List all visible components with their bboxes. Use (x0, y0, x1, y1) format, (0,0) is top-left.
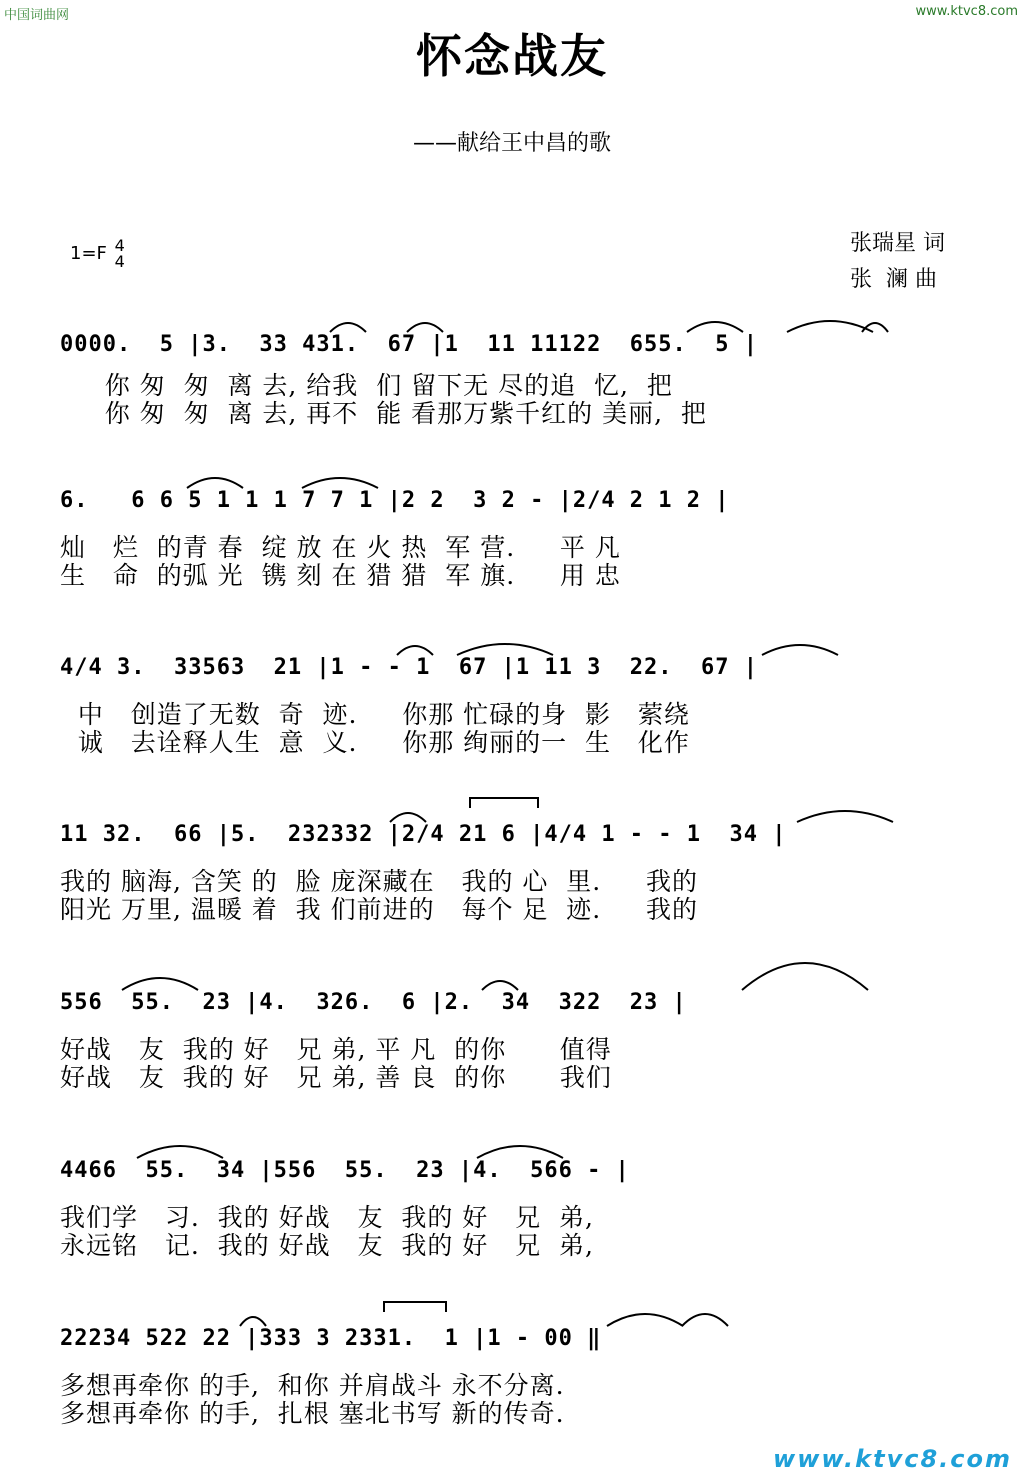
notation-line: 6. 6 6 5 1 1 1 7 7 1 |2 2 3 2 - |2/4 2 1 2 | (60, 488, 730, 513)
time-top: 4 (114, 236, 125, 255)
staff-1 (60, 332, 990, 432)
lyrics-verse-1: 好战 友 我的 好 兄 弟, 平 凡 的你 值得 (60, 1035, 612, 1064)
credits (850, 226, 945, 298)
triplet-bracket (468, 796, 540, 810)
lyrics-verse-1: 灿 烂 的青 春 绽 放 在 火 热 军 营. 平 凡 (60, 533, 621, 562)
lyrics-verse-2: 好战 友 我的 好 兄 弟, 善 良 的你 我们 (60, 1063, 612, 1092)
notation-line: 4466 55. 34 |556 55. 23 |4. 566 - | (60, 1158, 630, 1183)
slur (605, 1308, 685, 1328)
notation-line: 22234 522 22 |333 3 2331. 1 |1 - 00 ‖ (60, 1326, 602, 1351)
lyrics-verse-2: 永远铭 记. 我的 好战 友 我的 好 兄 弟, (60, 1231, 594, 1260)
song-title: 怀念战友 (416, 29, 608, 83)
time-signature (115, 238, 125, 270)
notation-line: 0000. 5 |3. 33 431. 67 |1 11 11122 655. 5 | (60, 332, 759, 357)
slur (680, 1308, 730, 1328)
composer: 张 澜 曲 (850, 267, 937, 292)
lyrics-verse-1: 我的 脑海, 含笑 的 脸 庞深藏在 我的 心 里. 我的 (60, 867, 698, 896)
key-label: 1=F (70, 243, 107, 264)
watermark-url: www.ktvc8.com (773, 1445, 1012, 1473)
notation-line: 4/4 3. 33563 21 |1 - - 1 67 |1 11 3 22. 67 | (60, 655, 759, 680)
lyrics-verse-2: 生 命 的弧 光 镌 刻 在 猎 猎 军 旗. 用 忠 (60, 561, 621, 590)
lyrics-verse-1: 多想再牵你 的手, 和你 并肩战斗 永不分离. (60, 1371, 565, 1400)
notation-line: 11 32. 66 |5. 232332 |2/4 21 6 |4/4 1 - - 1 34 | (60, 822, 787, 847)
lyrics-verse-2: 你 匆 匆 离 去, 再不 能 看那万紫千红的 美丽, 把 (60, 399, 707, 428)
staff-7 (60, 1326, 990, 1426)
staff-5 (60, 990, 990, 1090)
slur (740, 956, 870, 992)
slur (135, 1140, 225, 1160)
lyrics-verse-1: 中 创造了无数 奇 迹. 你那 忙碌的身 影 萦绕 (60, 700, 690, 729)
lyrics-verse-1: 你 匆 匆 离 去, 给我 们 留下无 尽的追 忆, 把 (60, 371, 673, 400)
lyrics-verse-2: 阳光 万里, 温暖 着 我 们前进的 每个 足 迹. 我的 (60, 895, 698, 924)
staff-2 (60, 488, 990, 588)
lyrics-verse-1: 我们学 习. 我的 好战 友 我的 好 兄 弟, (60, 1203, 594, 1232)
lyrics-verse-2: 诚 去诠释人生 意 义. 你那 绚丽的一 生 化作 (60, 728, 690, 757)
notation-line: 556 55. 23 |4. 326. 6 |2. 34 322 23 | (60, 990, 687, 1015)
staff-3 (60, 655, 990, 755)
slur (120, 972, 200, 992)
staff-6 (60, 1158, 990, 1258)
key-signature (70, 238, 125, 270)
lyrics-verse-2: 多想再牵你 的手, 扎根 塞北书写 新的传奇. (60, 1399, 565, 1428)
song-subtitle: ——献给王中昌的歌 (412, 131, 611, 156)
triplet-bracket (382, 1300, 448, 1314)
site-url-right[interactable]: www.ktvc8.com (915, 4, 1018, 19)
site-name-left: 中国词曲网 (4, 8, 70, 23)
slur (475, 1140, 565, 1160)
lyricist: 张瑞星 词 (850, 231, 945, 256)
staff-4 (60, 822, 990, 922)
time-bottom: 4 (114, 252, 125, 271)
